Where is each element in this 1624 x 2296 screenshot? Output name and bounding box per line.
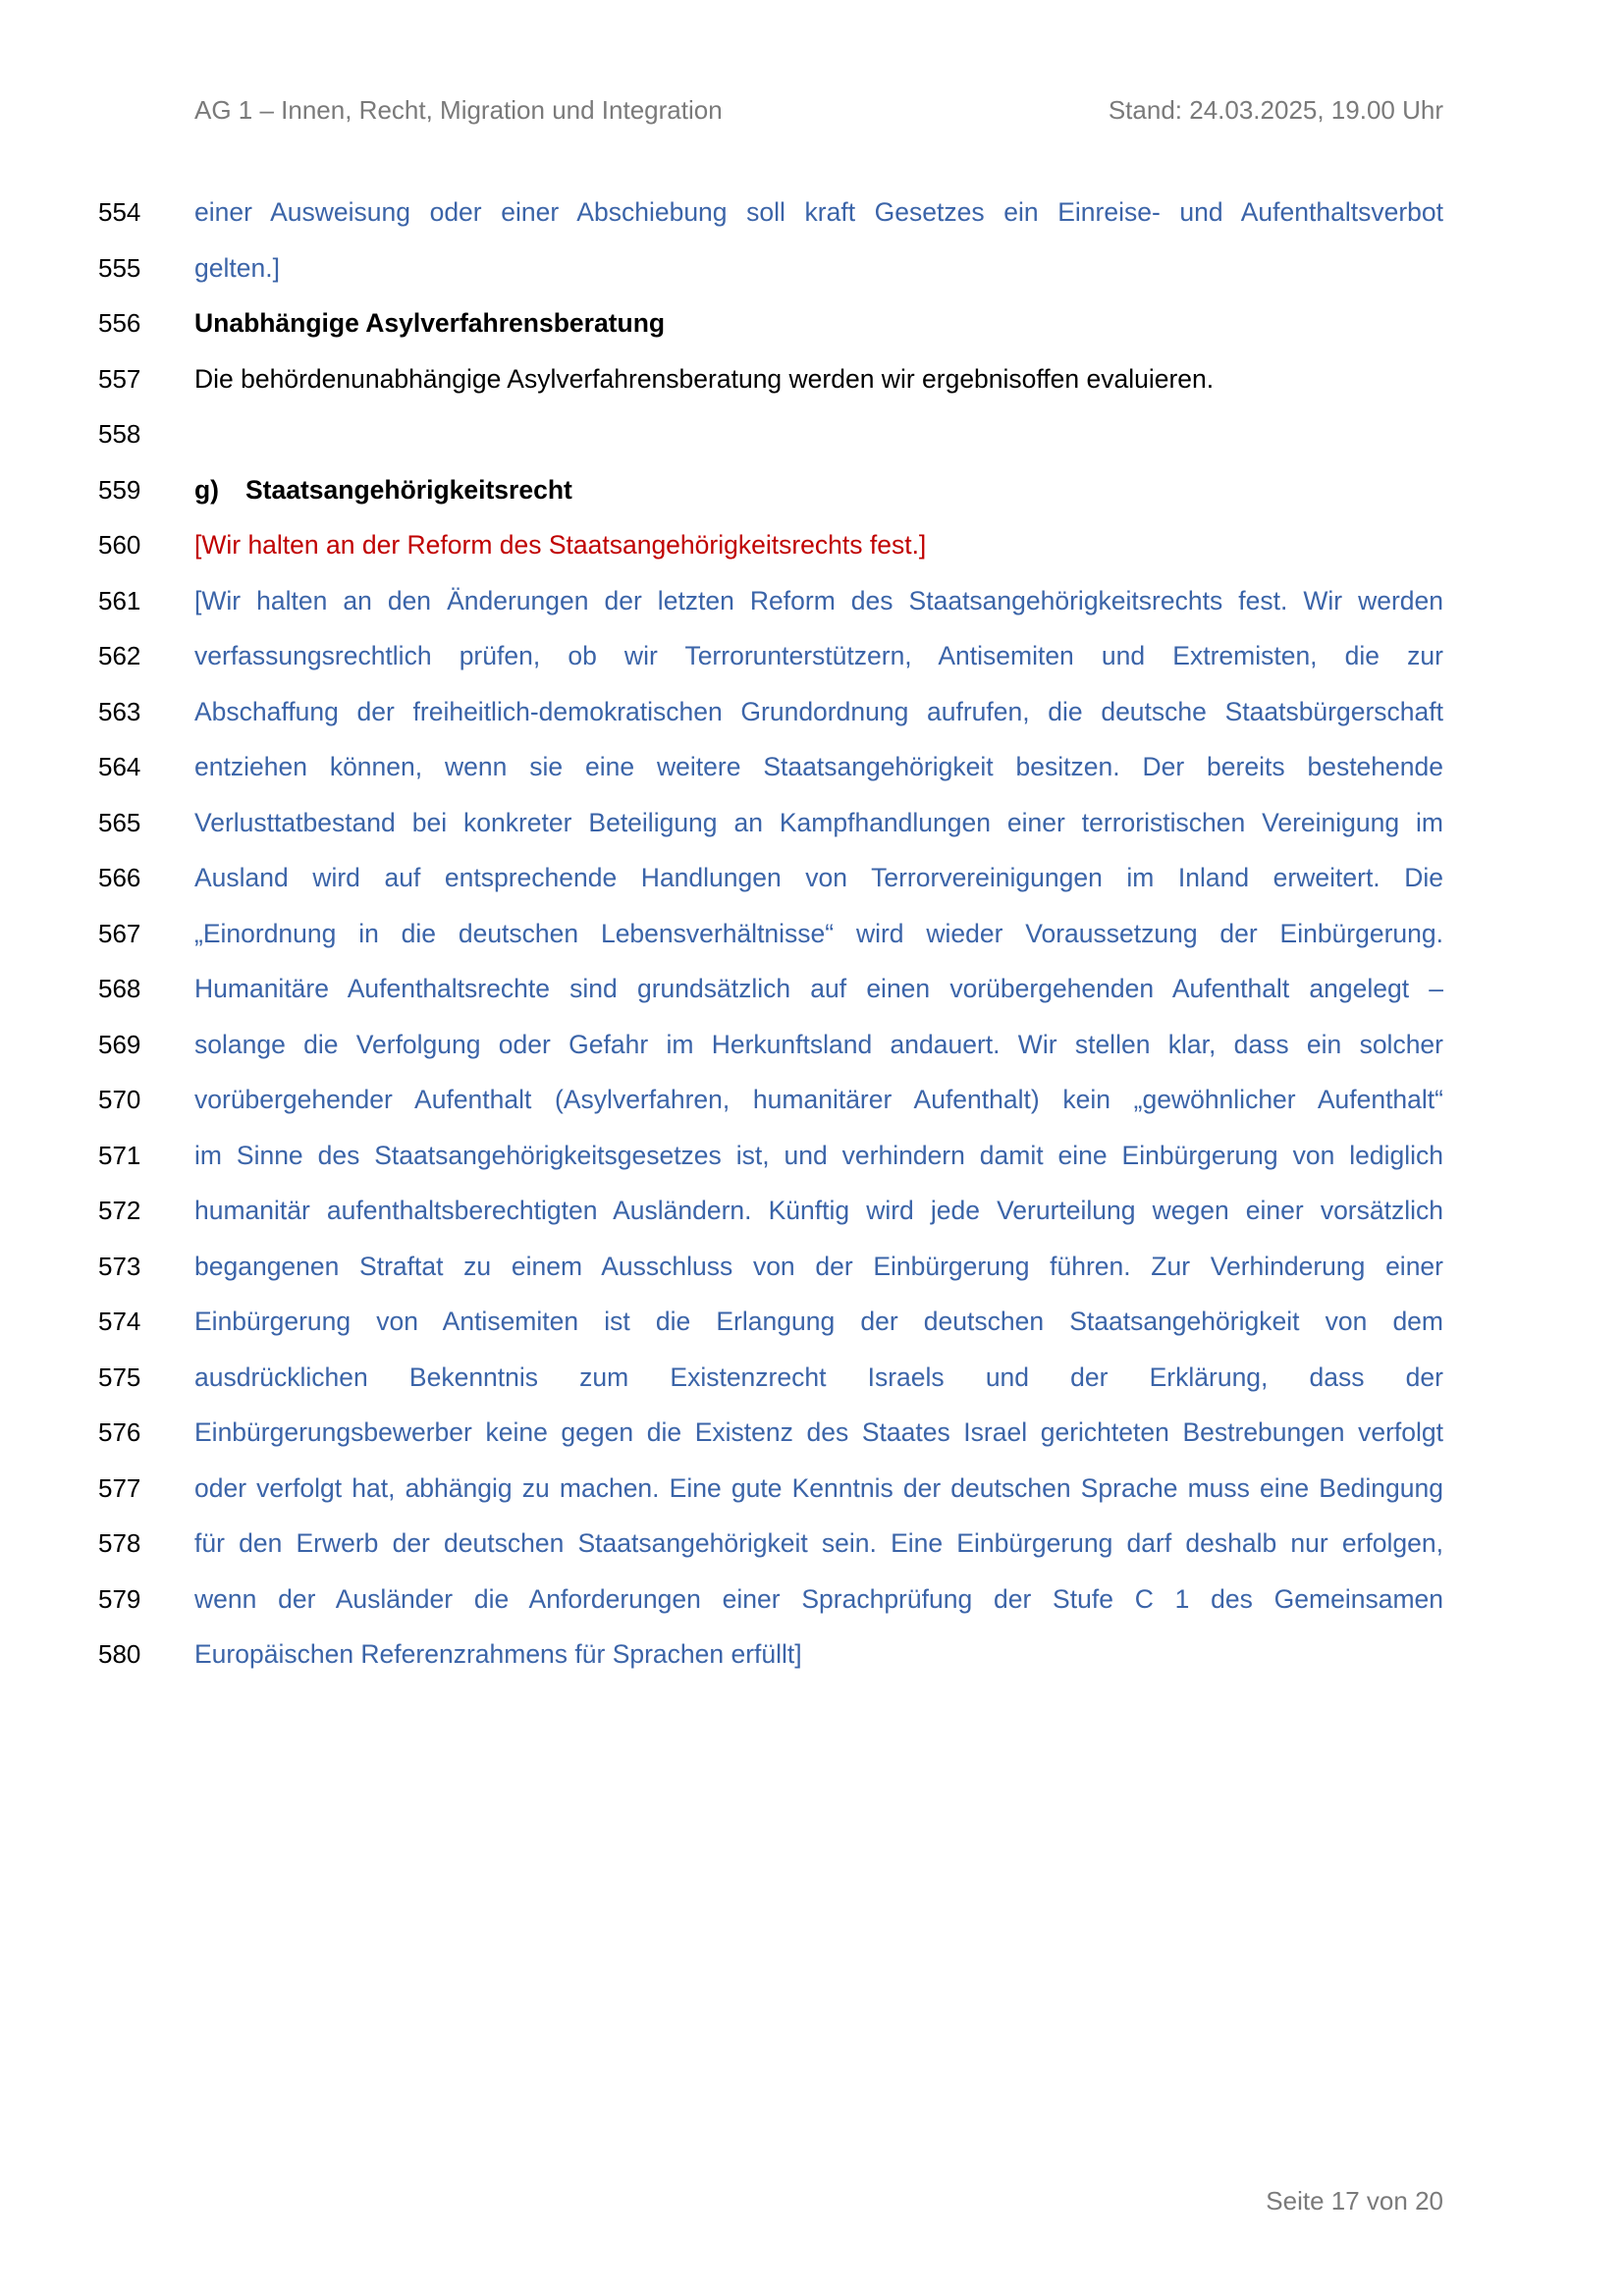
text-line: [0, 1358, 1624, 1414]
text-line: [0, 1523, 1624, 1579]
header-status-date: Stand: 24.03.2025, 19.00 Uhr: [1108, 95, 1443, 125]
line-number: 554: [98, 197, 141, 227]
line-text: Ausland wird auf entsprechende Handlungen von Terrorvereinigungen im Inland erweitert. Die: [194, 863, 1443, 892]
line-text: wenn der Ausländer die Anforderungen einer Sprachprüfung der Stufe C 1 des Gemeinsamen: [194, 1583, 1443, 1614]
line-number: 555: [98, 252, 141, 283]
line-text: „Einordnung in die deutschen Lebensverhältnisse“ wird wieder Voraussetzung der Einbürgerung.: [194, 918, 1443, 948]
subsection-heading: Unabhängige Asylverfahrensberatung: [194, 308, 666, 338]
line-number: 561: [98, 585, 141, 615]
line-number: 565: [98, 807, 141, 837]
text-line: [0, 248, 1624, 304]
line-number: 571: [98, 1140, 141, 1170]
line-text: vorübergehender Aufenthalt (Asylverfahren, humanitärer Aufenthalt) kein „gewöhnlicher Aufenthalt“: [194, 1085, 1443, 1114]
line-number: 559: [98, 474, 141, 505]
line-text: begangenen Straftat zu einem Ausschluss von der Einbürgerung führen. Zur Verhinderung einer: [194, 1251, 1443, 1281]
text-line: [0, 1136, 1624, 1192]
line-number: 563: [98, 696, 141, 726]
section-heading: [194, 470, 1443, 509]
line-number: 564: [98, 752, 141, 781]
line-text: oder verfolgt hat, abhängig zu machen. Eine gute Kenntnis der deutschen Sprache muss eine Bedingung: [194, 1472, 1443, 1503]
line-number: 567: [98, 918, 141, 948]
line-number: 579: [98, 1583, 141, 1614]
line-number: 580: [98, 1639, 141, 1669]
text-line: [0, 525, 1624, 581]
line-number: 578: [98, 1528, 141, 1558]
line-number: 558: [98, 419, 141, 449]
line-text: Europäischen Referenzrahmens für Sprachen erfüllt]: [194, 1639, 802, 1669]
section-title: Staatsangehörigkeitsrecht: [245, 474, 572, 505]
text-line: [0, 692, 1624, 748]
section-label: g): [194, 474, 220, 505]
text-line: [0, 303, 1624, 359]
line-text: [Wir halten an den Änderungen der letzten Reform des Staatsangehörigkeitsrechts fest. Wir werden: [194, 585, 1443, 615]
text-line: [0, 1579, 1624, 1635]
text-line: [0, 1468, 1624, 1524]
line-text: ausdrücklichen Bekenntnis zum Existenzrecht Israels und der Erklärung, dass der: [194, 1362, 1443, 1392]
text-line: [0, 359, 1624, 415]
line-number: 572: [98, 1196, 141, 1225]
line-text: [Wir halten an der Reform des Staatsangehörigkeitsrechts fest.]: [194, 530, 927, 560]
line-text: Humanitäre Aufenthaltsrechte sind grundsätzlich auf einen vorübergehenden Aufenthalt angelegt –: [194, 974, 1443, 1003]
text-line: [0, 470, 1624, 526]
text-line: [0, 914, 1624, 970]
line-number: 569: [98, 1029, 141, 1059]
text-line: [0, 581, 1624, 637]
line-text: gelten.]: [194, 252, 280, 283]
line-text: einer Ausweisung oder einer Abschiebung soll kraft Gesetzes ein Einreise- und Aufenthaltsverbot: [194, 197, 1443, 227]
text-line: [0, 1191, 1624, 1247]
line-text: für den Erwerb der deutschen Staatsangehörigkeit sein. Eine Einbürgerung darf deshalb nur erfolgen,: [194, 1528, 1443, 1558]
line-text: Die behördenunabhängige Asylverfahrensberatung werden wir ergebnisoffen evaluieren.: [194, 363, 1215, 394]
line-number: 575: [98, 1362, 141, 1392]
text-line: [0, 636, 1624, 692]
page-number: Seite 17 von 20: [1266, 2186, 1443, 2216]
line-text: humanitär aufenthaltsberechtigten Ausländern. Künftig wird jede Verurteilung wegen einer vorsätzlich: [194, 1196, 1443, 1225]
line-number: 576: [98, 1417, 141, 1447]
line-text: Verlusttatbestand bei konkreter Beteiligung an Kampfhandlungen einer terroristischen Vereinigung im: [194, 807, 1443, 837]
line-number: 562: [98, 641, 141, 670]
text-line: [0, 1247, 1624, 1303]
text-line: [0, 858, 1624, 914]
text-line: [0, 1025, 1624, 1081]
line-text: entziehen können, wenn sie eine weitere Staatsangehörigkeit besitzen. Der bereits bestehende: [194, 752, 1443, 781]
line-text: Einbürgerungsbewerber keine gegen die Existenz des Staates Israel gerichteten Bestrebungen verfolgt: [194, 1417, 1443, 1447]
line-number: 566: [98, 863, 141, 892]
line-number: 574: [98, 1307, 141, 1336]
text-line-empty: [0, 414, 1624, 470]
line-text: Einbürgerung von Antisemiten ist die Erlangung der deutschen Staatsangehörigkeit von dem: [194, 1307, 1443, 1336]
text-line: [0, 192, 1624, 248]
line-text: verfassungsrechtlich prüfen, ob wir Terrorunterstützern, Antisemiten und Extremisten, die zur: [194, 641, 1443, 670]
text-line: [0, 747, 1624, 803]
text-line: [0, 1413, 1624, 1468]
text-line: [0, 1302, 1624, 1358]
text-line: [0, 1634, 1624, 1690]
line-text: im Sinne des Staatsangehörigkeitsgesetzes ist, und verhindern damit eine Einbürgerung von lediglich: [194, 1140, 1443, 1170]
line-text: Abschaffung der freiheitlich-demokratischen Grundordnung aufrufen, die deutsche Staatsbürgerschaft: [194, 696, 1443, 726]
text-line: [0, 803, 1624, 859]
text-line: [0, 969, 1624, 1025]
text-line: [0, 1080, 1624, 1136]
page-header: [194, 95, 1443, 134]
line-number: 556: [98, 308, 141, 338]
line-number: 568: [98, 974, 141, 1003]
line-number: 570: [98, 1085, 141, 1114]
header-section-title: AG 1 – Innen, Recht, Migration und Integration: [194, 95, 723, 125]
line-number: 557: [98, 363, 141, 394]
line-number: 577: [98, 1472, 141, 1503]
line-number: 573: [98, 1251, 141, 1281]
line-text: solange die Verfolgung oder Gefahr im Herkunftsland andauert. Wir stellen klar, dass ein solcher: [194, 1029, 1443, 1059]
numbered-text-body: [0, 192, 1624, 1690]
line-number: 560: [98, 530, 141, 560]
